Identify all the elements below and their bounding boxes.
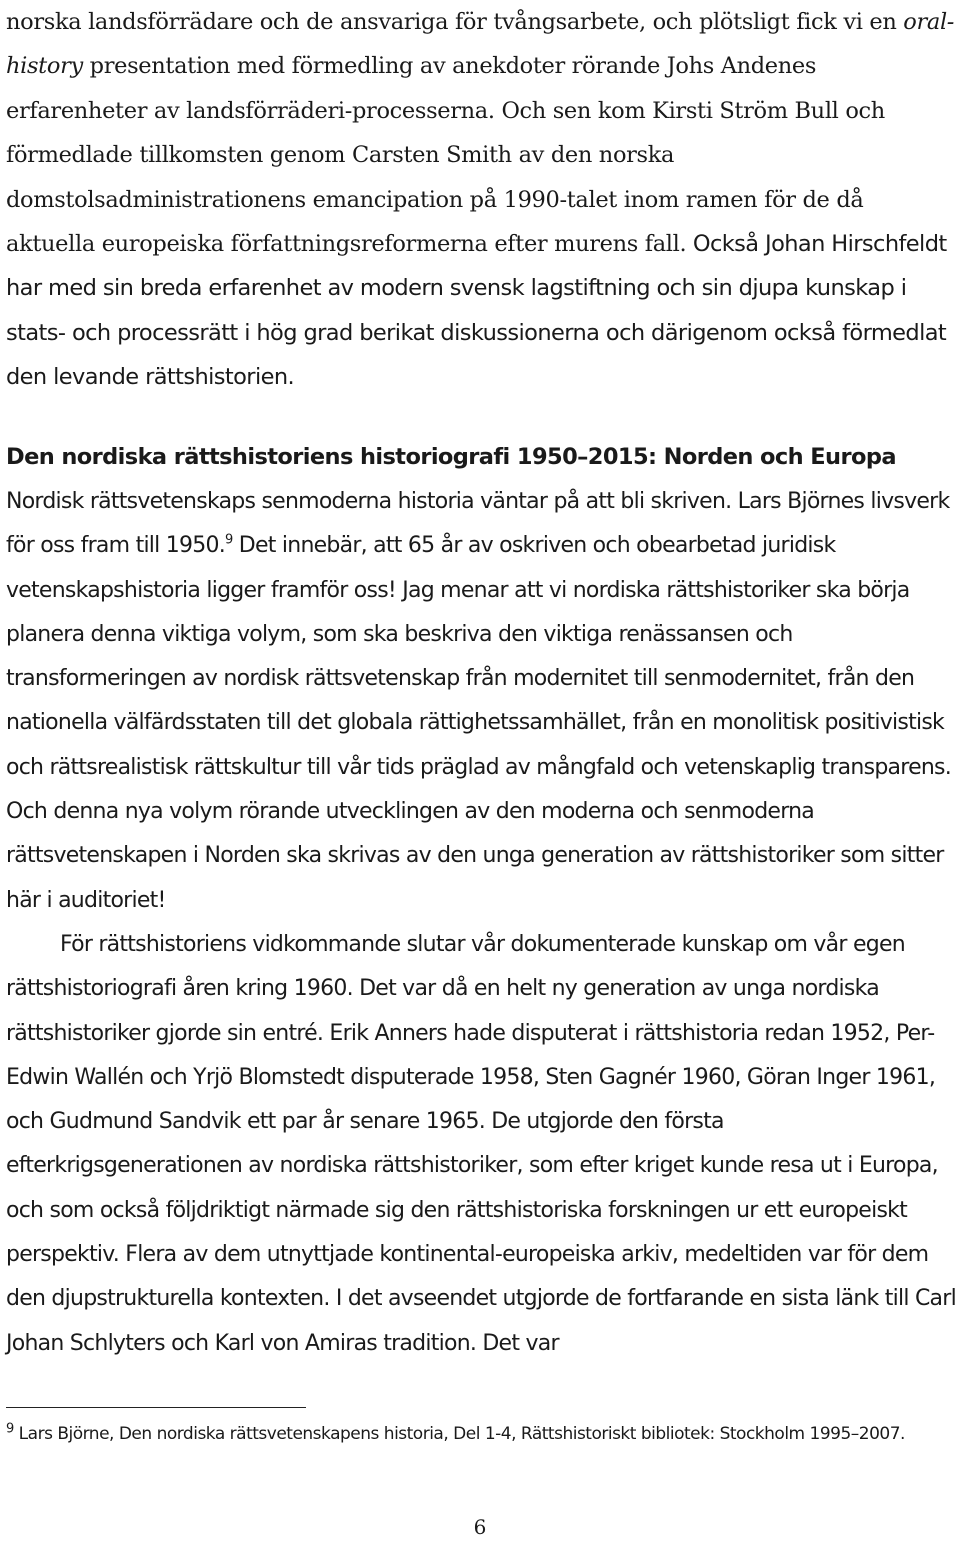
footnote-reference[interactable]: 9: [225, 532, 233, 548]
paragraph-text: Också Johan Hirschfeldt har med sin breda erfarenhet av modern svensk lagstiftning och sin djupa kunskap i stats- och processrätt i hög grad berikat diskussionerna och därigenom också förmedlat den levande rättshistorien.: [6, 231, 947, 391]
paragraph-text: Nordisk rättsvetenskaps senmoderna historia väntar på att bli skriven. Lars Björnes livsverk för oss fram till 1950.: [6, 489, 950, 559]
paragraph-text: Det innebär, att 65 år av oskriven och obearbetad juridisk vetenskapshistoria ligger framför oss! Jag menar att vi nordiska rättshistoriker ska börja planera denna viktiga volym, som ska beskriva den viktiga renässansen och transformeringen av nordisk rättsvetenskap från modernitet till senmodernitet, från den nationella välfärdsstaten till det globala rättighetssamhället, från en monolitisk positivistisk och rättsrealistisk rättskultur till vår tids präglad av mångfald och vetenskaplig transparens. Och denna nya volym rörande utvecklingen av den moderna och senmoderna rättsvetenskapen i Norden ska skrivas av den unga generation av rättshistoriker som sitter här i auditoriet!: [6, 533, 952, 913]
italic-term: oral-history: [6, 9, 955, 80]
paragraph-conference-recollection: [6, 0, 956, 400]
paragraph-text: För rättshistoriens vidkommande slutar vår dokumenterade kunskap om vår egen rättshistoriografi åren kring 1960. Det var då en helt ny generation av unga nordiska rättshistoriker gjorde sin entré. Erik Anners hade disputerat i rättshistoria redan 1952, Per-Edwin Wallén och Yrjö Blomstedt disputerade 1958, Sten Gagnér 1960, Göran Inger 1961, och Gudmund Sandvik ett par år senare 1965. De utgjorde den första efterkrigsgenerationen av nordiska rättshistoriker, som efter kriget kunde resa ut i Europa, och som också följdriktigt närmade sig den rättshistoriska forskningen ur ett europeiskt perspektiv. Flera av dem utnyttjade kontinental-europeiska arkiv, medeltiden var för dem den djupstrukturella kontexten. I det avseendet utgjorde de fortfarande en sista länk till Carl Johan Schlyters och Karl von Amiras tradition. Det var: [6, 932, 956, 1356]
paragraph-historiography: [6, 480, 956, 923]
page-number: 6: [473, 1515, 487, 1539]
footnote-text: Lars Björne, Den nordiska rättsvetenskapens historia, Del 1-4, Rättshistoriskt bibliotek: Stockholm 1995–2007.: [13, 1424, 905, 1444]
section-heading: Den nordiska rättshistoriens historiografi 1950–2015: Norden och Europa: [6, 444, 896, 470]
footnote-number: 9: [6, 1421, 14, 1437]
paragraph-text: presentation med förmedling av anekdoter rörande Johs Andenes erfarenheter av landsförräderi-processerna. Och sen kom Kirsti Ström Bull och förmedlade tillkomsten genom Carsten Smith av den norska domstolsadministrationens emancipation på 1990-talet inom ramen för de då aktuella europeiska författningsreformerna efter murens fall.: [6, 53, 885, 258]
footnote-separator: [6, 1407, 306, 1408]
paragraph-generation: [6, 923, 956, 1366]
paragraph-text: norska landsförrädare och de ansvariga för tvångsarbete, och plötsligt fick vi en: [6, 9, 904, 35]
footnote: [6, 1421, 956, 1448]
